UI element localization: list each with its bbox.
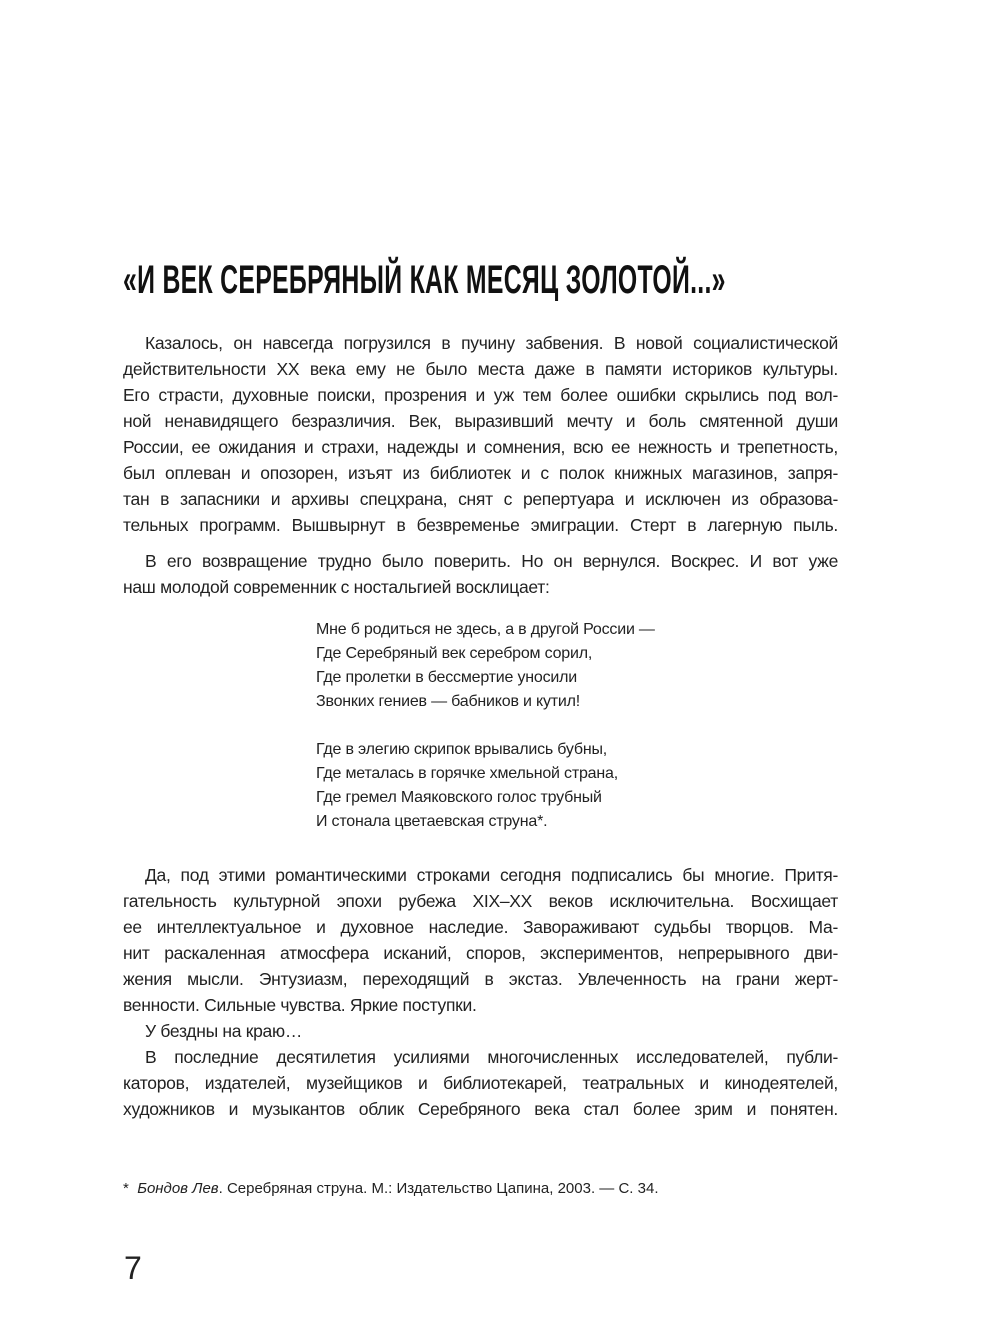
poem-line: И стонала цветаевская струна*. — [316, 813, 548, 830]
text-line: наш молодой современник с ностальгией восклицает: — [123, 577, 550, 597]
text-line: жения мысли. Энтузиазм, переходящий в экстаз. Увлеченность на грани жерт- — [123, 969, 838, 989]
footnote-text: . Серебряная струна. М.: Издательство Цапина, 2003. — С. 34. — [218, 1180, 659, 1197]
text-line: нит раскаленная атмосфера исканий, споров, экспериментов, непрерывного дви- — [123, 943, 838, 963]
text-line: России, ее ожидания и страхи, надежды и сомнения, всю ее нежность и трепетность, — [123, 437, 838, 457]
text-line: художников и музыкантов облик Серебряного века стал более зрим и понятен. — [123, 1099, 838, 1119]
text-line: Да, под этими романтическими строками сегодня подписались бы многие. Притя- — [145, 865, 838, 885]
text-line: У бездны на краю… — [145, 1021, 303, 1041]
text-line: Казалось, он навсегда погрузился в пучину забвения. В новой социалистической — [145, 333, 838, 353]
poem-line: Звонких гениев — бабников и кутил! — [316, 693, 581, 710]
text-line: В последние десятилетия усилиями многочисленных исследователей, публи- — [145, 1047, 838, 1067]
text-line: ной ненавидящего безразличия. Век, выразивший мечту и боль смятенной души — [123, 411, 838, 431]
footnote-marker: * — [123, 1180, 129, 1197]
text-line: тельных программ. Вышвырнут в безвременье эмиграции. Стерт в лагерную пыль. — [123, 515, 838, 535]
footnote-author: Бондов Лев — [137, 1180, 219, 1197]
text-line: тан в запасники и архивы спецхрана, снят с репертуара и исключен из образова- — [123, 489, 838, 509]
text-line: ее интеллектуальное и духовное наследие. Завораживают судьбы творцов. Ма- — [123, 917, 838, 937]
text-line: действительности XX века ему не было места даже в памяти историков культуры. — [123, 359, 838, 379]
poem-line: Мне б родиться не здесь, а в другой России — — [316, 621, 655, 638]
text-line: В его возвращение трудно было поверить. Но он вернулся. Воскрес. И вот уже — [145, 551, 838, 571]
text-line: гательность культурной эпохи рубежа XIX–XX веков исключительна. Восхищает — [123, 891, 838, 911]
text-line: Его страсти, духовные поиски, прозрения и уж тем более ошибки скрылись под вол- — [123, 385, 838, 405]
poem-line: Где гремел Маяковского голос трубный — [316, 789, 602, 806]
text-line: был оплеван и опозорен, изъят из библиотек и с полок книжных магазинов, запря- — [123, 463, 838, 483]
chapter-title: «И ВЕК СЕРЕБРЯНЫЙ КАК МЕСЯЦ ЗОЛОТОЙ...» — [123, 258, 726, 302]
poem-line: Где Серебряный век серебром сорил, — [316, 645, 593, 662]
poem-line: Где пролетки в бессмертие уносили — [316, 669, 578, 686]
text-line: венности. Сильные чувства. Яркие поступки. — [123, 995, 477, 1015]
poem-line: Где металась в горячке хмельной страна, — [316, 765, 618, 782]
poem-line: Где в элегию скрипок врывались бубны, — [316, 741, 608, 758]
text-line: каторов, издателей, музейщиков и библиотекарей, театральных и кинодеятелей, — [123, 1073, 838, 1093]
footnote — [123, 1180, 658, 1197]
page-number: 7 — [124, 1250, 142, 1286]
